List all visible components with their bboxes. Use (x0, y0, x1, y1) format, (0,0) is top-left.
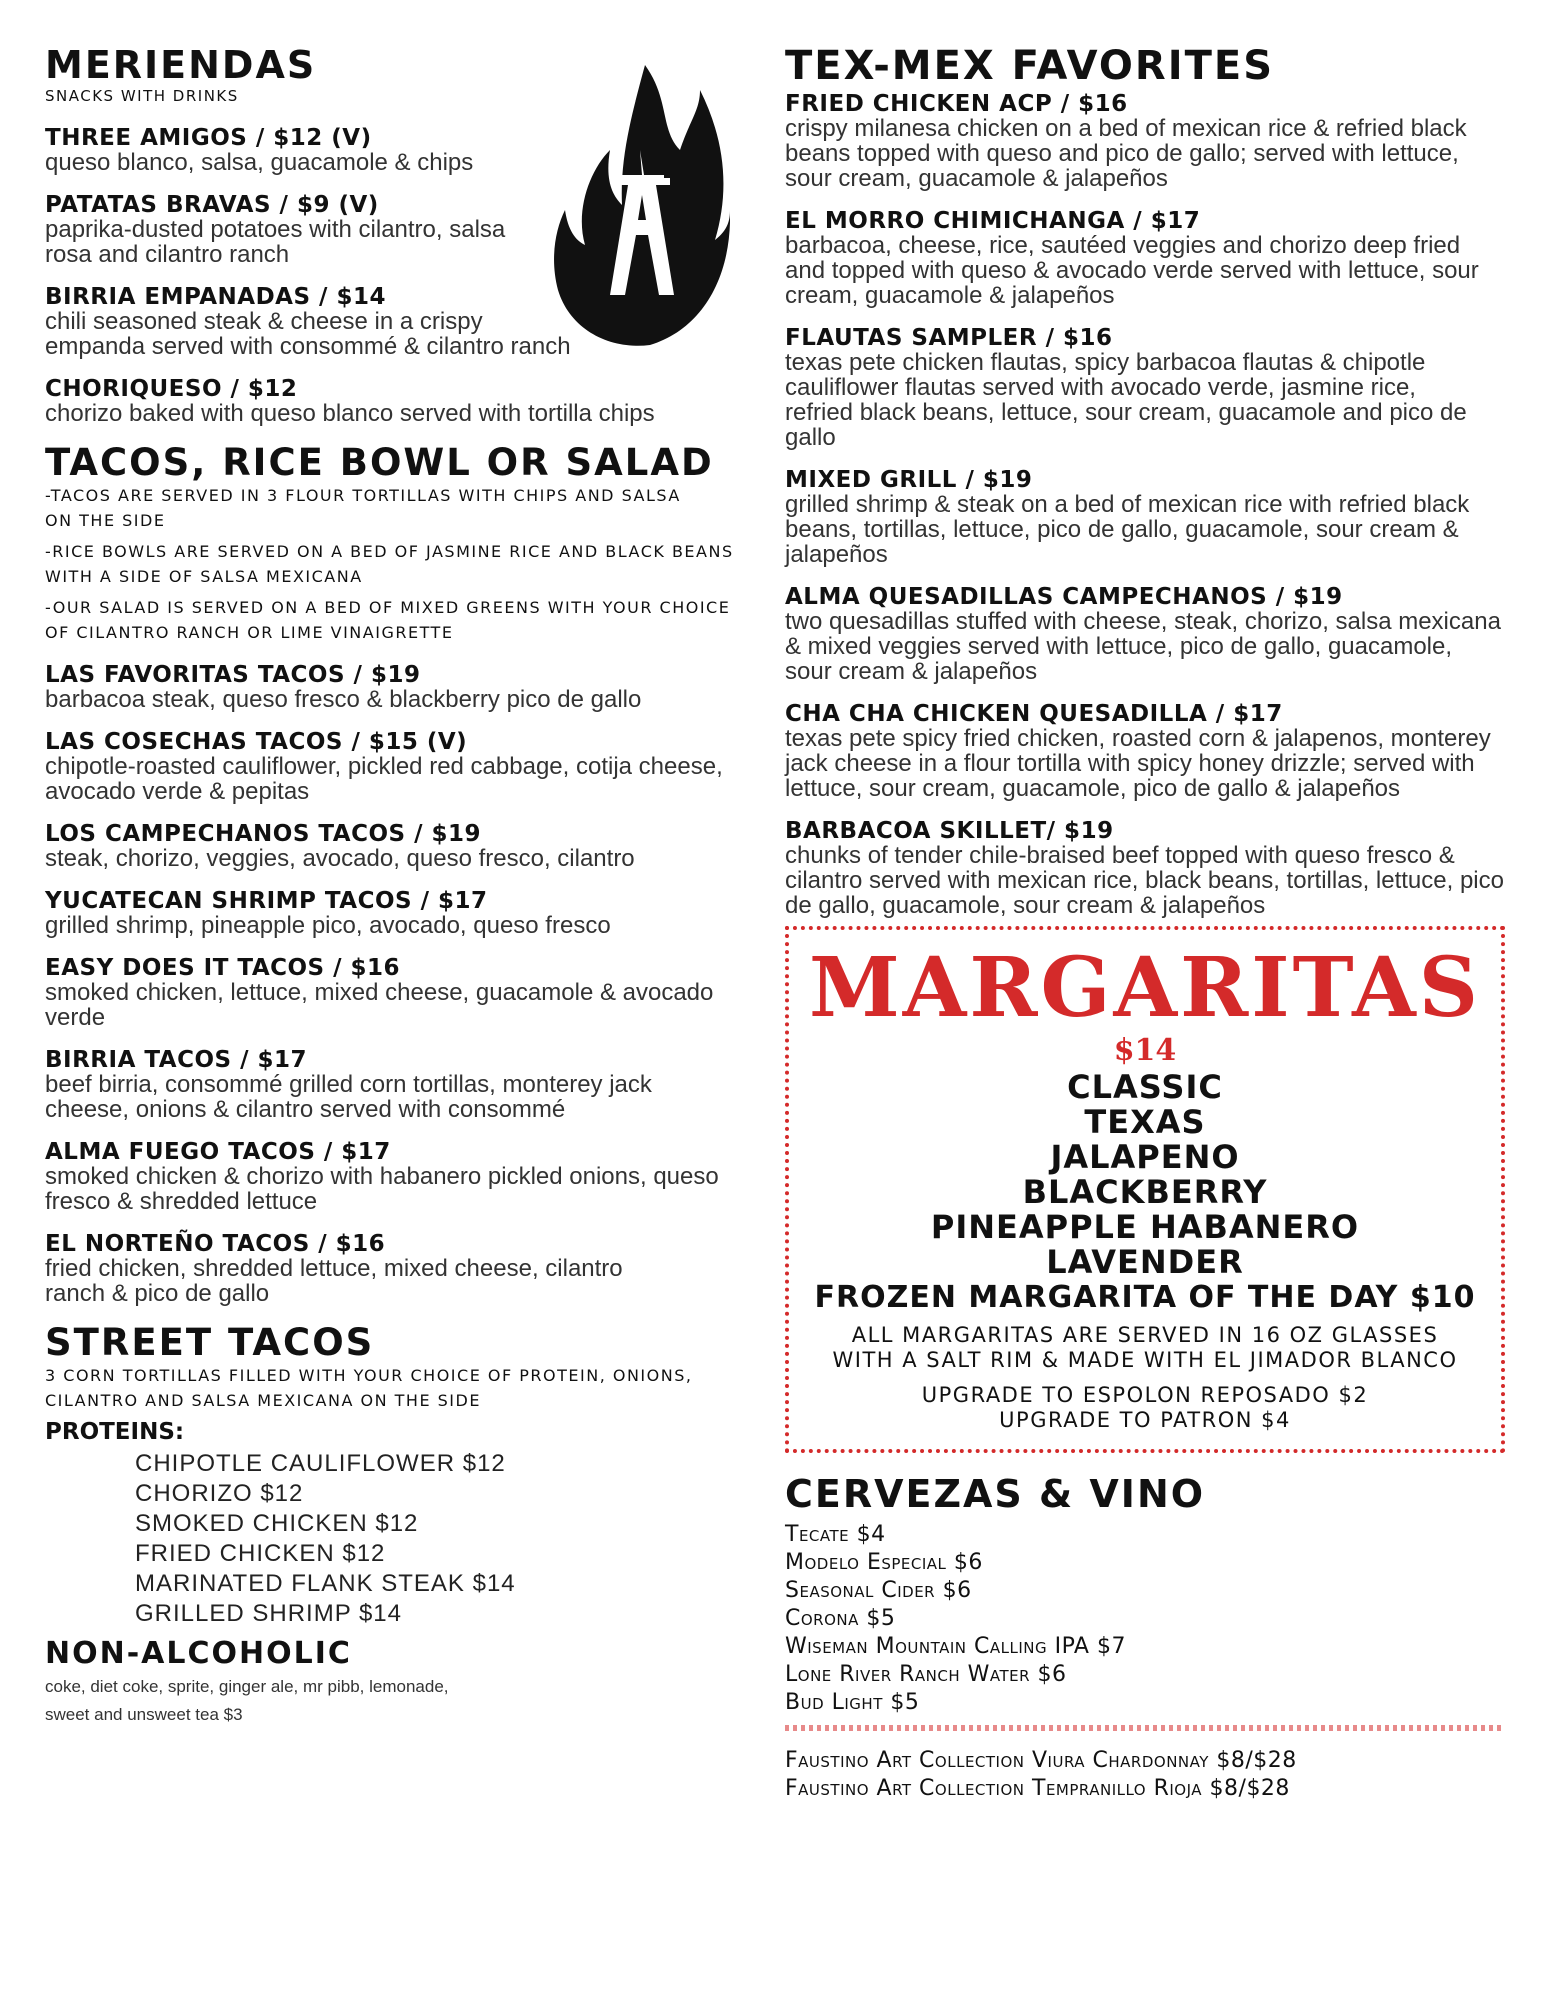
item-desc: paprika-dusted potatoes with cilantro, salsa rosa and cilantro ranch (45, 216, 506, 268)
menu-item (45, 1140, 765, 1214)
item-desc: beef birria, consommé grilled corn tortillas, monterey jack cheese, onions & cilantro served with consommé (45, 1071, 652, 1123)
menu-item (45, 822, 645, 871)
item-desc: queso blanco, salsa, guacamole & chips (45, 149, 474, 176)
item-desc: grilled shrimp, pineapple pico, avocado, queso fresco (45, 912, 611, 939)
tacos-title: TACOS, RICE BOWL OR SALAD (45, 441, 714, 484)
item-desc: crispy milanesa chicken on a bed of mexican rice & refried black beans topped with queso and pico de gallo; served with lettuce, sour cream, guacamole & jalapeños (785, 115, 1467, 192)
item-name: LOS CAMPECHANOS TACOS / $19 (45, 821, 482, 847)
flame-logo-icon (550, 60, 730, 350)
item-name: EASY DOES IT TACOS / $16 (45, 955, 401, 981)
tacos-note: -OUR SALAD IS SERVED ON A BED OF MIXED GREENS WITH YOUR CHOICE OF CILANTRO RANCH OR LIME VINAIGRETTE (45, 598, 731, 642)
margarita-flavor: LAVENDER (1046, 1243, 1244, 1281)
beer-item: Lone River Ranch Water $6 (785, 1662, 1067, 1687)
menu-item (45, 730, 745, 804)
margaritas-upgrade: UPGRADE TO PATRON $4 (999, 1408, 1291, 1432)
item-desc: chili seasoned steak & cheese in a crispy empanda served with consommé & cilantro ranch (45, 308, 571, 360)
item-name: BIRRIA EMPANADAS / $14 (45, 284, 386, 310)
cervezas-title: CERVEZAS & VINO (785, 1472, 1206, 1516)
item-name: BIRRIA TACOS / $17 (45, 1047, 307, 1073)
right-column (785, 43, 1505, 1803)
beer-item: Corona $5 (785, 1606, 896, 1631)
item-desc: chunks of tender chile-braised beef topped with queso fresco & cilantro served with mexican rice, black beans, tortillas, lettuce, pico de gallo, guacamole, sour cream & jalapeños (785, 842, 1504, 919)
beer-item: Modelo Especial $6 (785, 1550, 983, 1575)
meriendas-title: MERIENDAS (45, 43, 317, 87)
menu-item (45, 1232, 645, 1306)
item-desc: texas pete chicken flautas, spicy barbacoa flautas & chipotle cauliflower flautas served with avocado verde, jasmine rice, refried black beans, lettuce, sour cream, guacamole and pico de gallo (785, 349, 1467, 451)
margaritas-box (785, 926, 1505, 1453)
tacos-note: -TACOS ARE SERVED IN 3 FLOUR TORTILLAS WITH CHIPS AND SALSA ON THE SIDE (45, 486, 681, 530)
margarita-flavor: TEXAS (1084, 1103, 1206, 1141)
margarita-flavor: CLASSIC (1067, 1068, 1223, 1106)
beer-item: Wiseman Mountain Calling IPA $7 (785, 1634, 1126, 1659)
item-name: LAS COSECHAS TACOS / $15 (V) (45, 729, 468, 755)
menu-item (785, 209, 1505, 308)
non-alcoholic-line: sweet and unsweet tea $3 (45, 1705, 243, 1724)
item-desc: steak, chorizo, veggies, avocado, queso fresco, cilantro (45, 845, 635, 872)
menu-item (45, 663, 765, 712)
non-alcoholic-title: NON-ALCOHOLIC (45, 1636, 352, 1671)
menu-item (785, 92, 1505, 191)
item-name: THREE AMIGOS / $12 (V) (45, 125, 372, 151)
item-name: FRIED CHICKEN ACP / $16 (785, 91, 1128, 117)
menu-item (45, 1048, 725, 1122)
item-desc: chipotle-roasted cauliflower, pickled red cabbage, cotija cheese, avocado verde & pepitas (45, 753, 723, 805)
item-name: EL MORRO CHIMICHANGA / $17 (785, 208, 1201, 234)
menu-item (45, 377, 725, 426)
item-desc: barbacoa, cheese, rice, sautéed veggies and chorizo deep fried and topped with queso & avocado verde served with lettuce, sour cream, guacamole & jalapeños (785, 232, 1479, 309)
street-tacos-subtitle: 3 CORN TORTILLAS FILLED WITH YOUR CHOICE OF PROTEIN, ONIONS, CILANTRO AND SALSA MEXICANA ON THE SIDE (45, 1366, 693, 1410)
item-desc: smoked chicken, lettuce, mixed cheese, guacamole & avocado verde (45, 979, 714, 1031)
item-name: YUCATECAN SHRIMP TACOS / $17 (45, 888, 488, 914)
menu-item (785, 326, 1485, 450)
item-name: ALMA QUESADILLAS CAMPECHANOS / $19 (785, 584, 1343, 610)
item-desc: fried chicken, shredded lettuce, mixed cheese, cilantro ranch & pico de gallo (45, 1255, 623, 1307)
menu-item (45, 193, 545, 267)
protein-item: SMOKED CHICKEN $12 (135, 1510, 419, 1537)
item-name: FLAUTAS SAMPLER / $16 (785, 325, 1113, 351)
item-desc: chorizo baked with queso blanco served with tortilla chips (45, 400, 655, 427)
item-name: PATATAS BRAVAS / $9 (V) (45, 192, 379, 218)
item-name: ALMA FUEGO TACOS / $17 (45, 1139, 391, 1165)
menu-item (785, 819, 1505, 918)
item-desc: smoked chicken & chorizo with habanero pickled onions, queso fresco & shredded lettuce (45, 1163, 719, 1215)
tacos-note: -RICE BOWLS ARE SERVED ON A BED OF JASMINE RICE AND BLACK BEANS WITH A SIDE OF SALSA MEXICANA (45, 542, 734, 586)
item-name: CHORIQUESO / $12 (45, 376, 298, 402)
protein-item: CHORIZO $12 (135, 1480, 304, 1507)
item-name: CHA CHA CHICKEN QUESADILLA / $17 (785, 701, 1283, 727)
item-name: BARBACOA SKILLET/ $19 (785, 818, 1114, 844)
protein-item: FRIED CHICKEN $12 (135, 1540, 386, 1567)
margarita-flavor: JALAPENO (1050, 1138, 1240, 1176)
non-alcoholic-line: coke, diet coke, sprite, ginger ale, mr pibb, lemonade, (45, 1677, 449, 1696)
proteins-label: PROTEINS: (45, 1419, 185, 1445)
protein-item: MARINATED FLANK STEAK $14 (135, 1570, 516, 1597)
wine-item: Faustino Art Collection Tempranillo Rioja $8/$28 (785, 1776, 1290, 1801)
menu-item (45, 889, 765, 938)
margaritas-note: ALL MARGARITAS ARE SERVED IN 16 OZ GLASSES WITH A SALT RIM & MADE WITH EL JIMADOR BLANCO (832, 1323, 1458, 1372)
texmex-title: TEX-MEX FAVORITES (785, 43, 1275, 89)
item-desc: texas pete spicy fried chicken, roasted corn & jalapenos, monterey jack cheese in a flour tortilla with spicy honey drizzle; served with lettuce, sour cream, guacamole, pico de gallo & jalapeños (785, 725, 1491, 802)
item-desc: barbacoa steak, queso fresco & blackberry pico de gallo (45, 686, 642, 713)
divider (785, 1725, 1505, 1731)
menu-item (785, 702, 1505, 801)
item-name: MIXED GRILL / $19 (785, 467, 1033, 493)
margaritas-title: MARGARITAS (808, 940, 1482, 1036)
item-name: EL NORTEÑO TACOS / $16 (45, 1231, 386, 1257)
beer-item: Seasonal Cider $6 (785, 1578, 972, 1603)
menu-item (45, 956, 725, 1030)
margaritas-price: $14 (1113, 1033, 1177, 1068)
margaritas-upgrade: UPGRADE TO ESPOLON REPOSADO $2 (921, 1383, 1369, 1407)
menu-item (785, 585, 1505, 684)
menu-item (45, 285, 585, 359)
item-desc: grilled shrimp & steak on a bed of mexican rice with refried black beans, tortillas, lettuce, pico de gallo, guacamole, sour cream & jalapeños (785, 491, 1470, 568)
wine-item: Faustino Art Collection Viura Chardonnay $8/$28 (785, 1748, 1297, 1773)
meriendas-subtitle: SNACKS WITH DRINKS (45, 87, 239, 105)
item-desc: two quesadillas stuffed with cheese, steak, chorizo, salsa mexicana & mixed veggies served with lettuce, pico de gallo, guacamole, sour cream & jalapeños (785, 608, 1501, 685)
margarita-flavor: FROZEN MARGARITA OF THE DAY $10 (814, 1280, 1476, 1315)
street-tacos-title: STREET TACOS (45, 1321, 375, 1364)
beer-item: Tecate $4 (785, 1522, 886, 1547)
protein-item: GRILLED SHRIMP $14 (135, 1600, 402, 1627)
margarita-flavor: BLACKBERRY (1022, 1173, 1268, 1211)
item-name: LAS FAVORITAS TACOS / $19 (45, 662, 421, 688)
beer-item: Bud Light $5 (785, 1690, 920, 1715)
protein-item: CHIPOTLE CAULIFLOWER $12 (135, 1450, 506, 1477)
menu-item (785, 468, 1505, 567)
margarita-flavor: PINEAPPLE HABANERO (930, 1208, 1360, 1246)
